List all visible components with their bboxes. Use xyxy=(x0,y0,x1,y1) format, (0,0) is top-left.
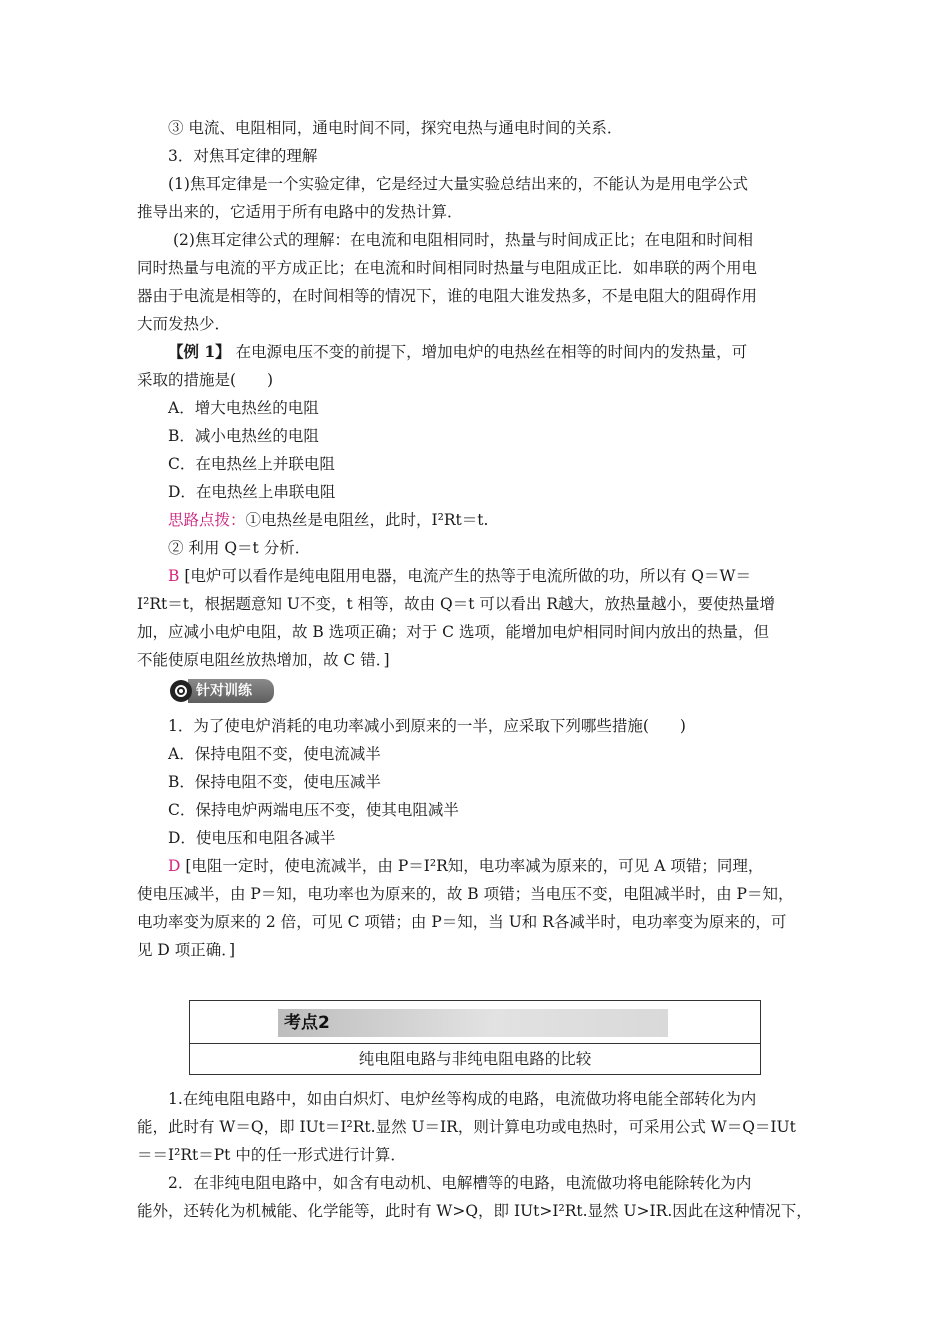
text-line: 采取的措施是( ) xyxy=(137,371,274,389)
target-icon xyxy=(170,680,192,702)
document-body xyxy=(137,114,821,1225)
answer-letter: B xyxy=(168,567,180,585)
training-label: 针对训练 xyxy=(188,679,274,703)
section-heading: 3．对焦耳定律的理解 xyxy=(168,147,318,165)
text-line: 2．在非纯电阻电路中，如含有电动机、电解槽等的电路，电流做功将电能除转化为内 xyxy=(168,1174,752,1192)
hint-line xyxy=(137,506,821,534)
text-line: 能，此时有 W＝Q，即 IUt＝I²Rt.显然 U＝IR，则计算电功或电热时，可采用公式 W＝Q＝IUt xyxy=(137,1118,796,1136)
text-line: 能外，还转化为机械能、化学能等，此时有 W>Q，即 IUt>I²Rt.显然 U>IR.因此在这种情况下， xyxy=(137,1202,812,1220)
solution-line xyxy=(137,562,821,590)
choice-c: C．保持电炉两端电压不变，使其电阻减半 xyxy=(168,801,459,819)
solution-line: I²Rt＝t，根据题意知 U不变，t 相等，故由 Q＝t 可以看出 R越大，放热量越小，要使热量增 xyxy=(137,595,776,613)
solution-line: 见 D 项正确．] xyxy=(137,941,236,959)
hint-text: ①电热丝是电阻丝，此时，I²Rt＝t. xyxy=(245,511,489,529)
text-line: 器由于电流是相等的，在时间相等的情况下，谁的电阻大谁发热多，不是电阻大的阻碍作用 xyxy=(137,287,758,305)
choice-d: D．在电热丝上串联电阻 xyxy=(168,483,336,501)
text-line: ③ 电流、电阻相同，通电时间不同，探究电热与通电时间的关系． xyxy=(168,119,623,137)
training-question: 1．为了使电炉消耗的电功率减小到原来的一半，应采取下列哪些措施( ) xyxy=(168,717,686,735)
hint-label: 思路点拨： xyxy=(168,511,246,529)
solution-line: 使电压减半，由 P＝知，电功率也为原来的，故 B 项错；当电压不变，电阻减半时，由 P＝知， xyxy=(137,885,794,903)
choice-b: B．减小电热丝的电阻 xyxy=(168,427,319,445)
answer-letter: D xyxy=(168,857,181,875)
solution-line xyxy=(137,852,821,880)
choice-c: C．在电热丝上并联电阻 xyxy=(168,455,335,473)
example-question xyxy=(137,338,821,366)
text-line: 同时热量与电流的平方成正比；在电流和时间相同时热量与电阻成正比．如串联的两个用电 xyxy=(137,259,758,277)
text-line: (1)焦耳定律是一个实验定律，它是经过大量实验总结出来的，不能认为是用电学公式 xyxy=(168,175,748,193)
text-line: (2)焦耳定律公式的理解：在电流和电阻相同时，热量与时间成正比；在电阻和时间相 xyxy=(173,231,753,249)
choice-a: A．增大电热丝的电阻 xyxy=(168,399,319,417)
topic-banner-bar xyxy=(278,1009,668,1037)
text-line: 1.在纯电阻电路中，如由白炽灯、电炉丝等构成的电路，电流做功将电能全部转化为内 xyxy=(168,1090,757,1108)
solution-line: 不能使原电阻丝放热增加，故 C 错．] xyxy=(137,651,390,669)
choice-d: D．使电压和电阻各减半 xyxy=(168,829,336,847)
text-line: 大而发热少． xyxy=(137,315,231,333)
topic-subtitle: 纯电阻电路与非纯电阻电路的比较 xyxy=(358,1050,592,1068)
example-label: 【例 1】 xyxy=(168,342,231,361)
solution-line: 电功率变为原来的 2 倍，可见 C 项错；由 P＝知，当 U和 R各减半时，电功率变为原来的，可 xyxy=(137,913,787,931)
topic-box xyxy=(189,1000,761,1075)
text-line: ＝＝I²Rt＝Pt 中的任一形式进行计算． xyxy=(137,1146,406,1164)
solution-text: [电炉可以看作是纯电阻用电器，电流产生的热等于电流所做的功，所以有 Q＝W＝ xyxy=(184,567,751,585)
example-question-text: 在电源电压不变的前提下，增加电炉的电热丝在相等的时间内的发热量，可 xyxy=(235,343,748,361)
choice-b: B．保持电阻不变，使电压减半 xyxy=(168,773,381,791)
solution-line: 加，应减小电炉电阻，故 B 选项正确；对于 C 选项，能增加电炉相同时间内放出的热量，但 xyxy=(137,623,769,641)
hint-line-2: ② 利用 Q＝t 分析． xyxy=(168,539,311,557)
topic-header xyxy=(190,1001,760,1044)
topic-title: 考点2 xyxy=(284,1013,330,1033)
training-banner xyxy=(170,676,821,706)
choice-a: A．保持电阻不变，使电流减半 xyxy=(168,745,381,763)
text-line: 推导出来的，它适用于所有电路中的发热计算． xyxy=(137,203,463,221)
solution-text: [电阻一定时，使电流减半，由 P＝I²R知，电功率减为原来的，可见 A 项错；同理， xyxy=(185,857,764,875)
